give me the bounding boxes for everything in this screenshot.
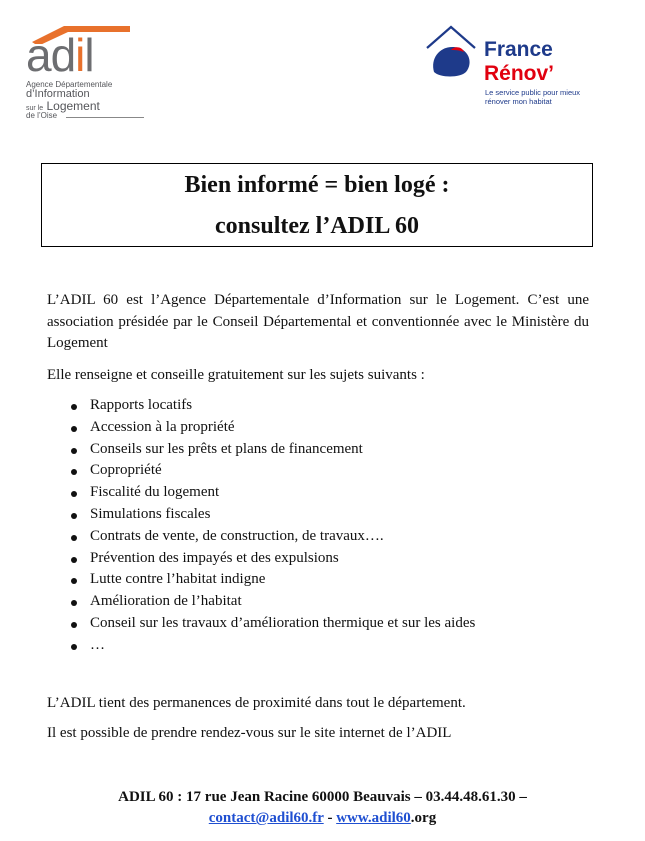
adil-wordmark: adil — [26, 29, 94, 81]
bullet-icon — [71, 491, 77, 497]
france-renov-logo — [424, 22, 604, 112]
list-item: … — [47, 635, 475, 657]
house-icon — [424, 22, 482, 84]
france-renov-name-line2: Rénov’ — [484, 62, 555, 85]
footer-contact — [0, 807, 645, 829]
bullet-icon — [71, 404, 77, 410]
list-item: Fiscalité du logement — [47, 482, 475, 504]
permanences-paragraph: L’ADIL tient des permanences de proximité dans tout le département. — [47, 695, 466, 711]
list-item: Contrats de vente, de construction, de travaux…. — [47, 526, 475, 548]
list-item: Rapports locatifs — [47, 395, 475, 417]
title-line1: Bien informé = bien logé : — [184, 172, 450, 198]
bullet-icon — [71, 469, 77, 475]
list-intro: Elle renseigne et conseille gratuitement sur les sujets suivants : — [47, 367, 425, 383]
bullet-icon — [71, 578, 77, 584]
bullet-icon — [71, 600, 77, 606]
rendezvous-paragraph: Il est possible de prendre rendez-vous sur le site internet de l’ADIL — [47, 725, 452, 741]
france-renov-name-line1: France — [484, 38, 553, 61]
bullet-icon — [71, 426, 77, 432]
list-item: Conseil sur les travaux d’amélioration thermique et sur les aides — [47, 613, 475, 635]
adil-tagline: Agence Départementale d’Information sur le Logement de l’Oise — [26, 80, 113, 120]
list-item: Lutte contre l’habitat indigne — [47, 569, 475, 591]
france-renov-tagline: Le service public pour mieux rénover mon habitat — [485, 88, 581, 106]
list-item: Amélioration de l’habitat — [47, 591, 475, 613]
bullet-icon — [71, 557, 77, 563]
bullet-icon — [71, 513, 77, 519]
adil-logo-underline — [66, 117, 144, 118]
list-item: Copropriété — [47, 460, 475, 482]
intro-paragraph: L’ADIL 60 est l’Agence Départementale d’Information sur le Logement. C’est une association présidée par le Conseil Départemental et conventionnée avec le Ministère du Logement — [47, 292, 589, 351]
bullet-icon — [71, 644, 77, 650]
list-item: Prévention des impayés et des expulsions — [47, 548, 475, 570]
title-line2: consultez l’ADIL 60 — [215, 213, 419, 239]
bullet-icon — [71, 622, 77, 628]
topics-list — [47, 395, 475, 657]
title-box — [41, 163, 593, 247]
footer-separator: - — [323, 810, 337, 826]
email-link[interactable]: contact@adil60.fr — [208, 810, 324, 826]
bullet-icon — [71, 535, 77, 541]
adil-logo — [26, 24, 146, 124]
list-item: Simulations fiscales — [47, 504, 475, 526]
list-item: Conseils sur les prêts et plans de financement — [47, 439, 475, 461]
website-suffix: .org — [410, 810, 437, 826]
bullet-icon — [71, 448, 77, 454]
footer-address: ADIL 60 : 17 rue Jean Racine 60000 Beauvais – 03.44.48.61.30 – — [118, 789, 527, 805]
list-item: Accession à la propriété — [47, 417, 475, 439]
website-link[interactable]: www.adil60 — [336, 810, 411, 826]
